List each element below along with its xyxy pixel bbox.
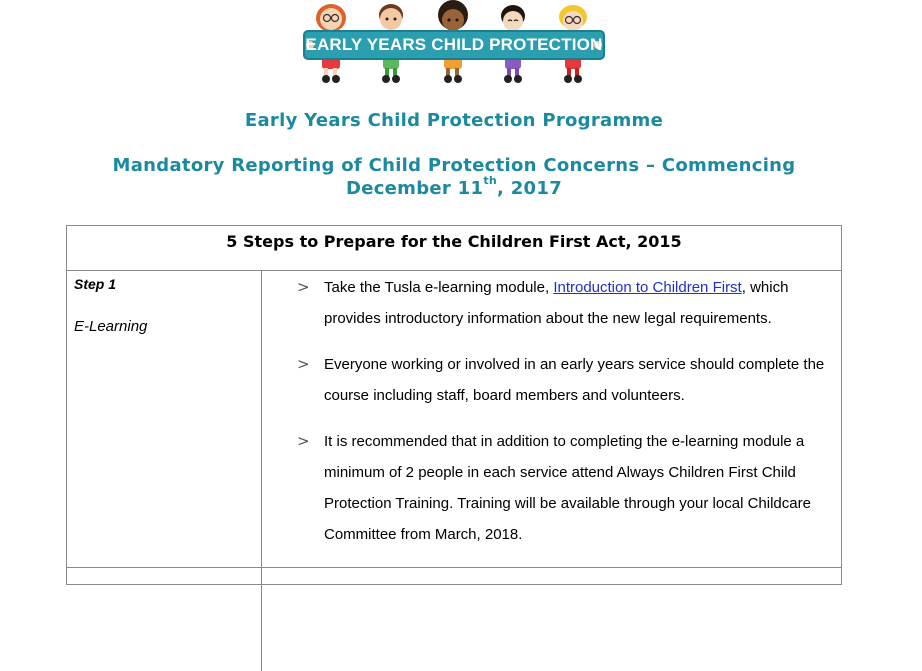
date-ordinal-suffix: th <box>483 174 498 187</box>
logo-banner-text: EARLY YEARS CHILD PROTECTION <box>305 35 603 54</box>
commencing-date-text: December 11 <box>345 178 484 199</box>
bullet-arrow-icon: > <box>297 278 310 296</box>
row-divider <box>67 567 841 568</box>
early-years-logo <box>302 0 606 86</box>
programme-heading: Early Years Child Protection Programme <box>244 110 664 131</box>
mandatory-reporting-heading-line-1: Mandatory Reporting of Child Protection Concerns – Commencing <box>112 155 796 176</box>
steps-table <box>66 225 842 585</box>
table-title: 5 Steps to Prepare for the Children First Act, 2015 <box>67 226 841 271</box>
mandatory-reporting-heading-line-2 <box>0 174 908 199</box>
bullet-arrow-icon: > <box>297 432 310 450</box>
bullet-item-3: It is recommended that in addition to completing the e-learning module a minimum of 2 people in each service attend Always Children First Child Protection Training. Training will be available through your local Childcare Committee from March, 2018. <box>324 433 811 543</box>
introduction-to-children-first-link[interactable]: Introduction to Children First <box>553 279 742 296</box>
step-name: E-Learning <box>74 318 148 335</box>
step-label: Step 1 <box>74 276 117 292</box>
bullet-arrow-icon: > <box>297 355 310 373</box>
bullet-1-text-start: Take the Tusla e-learning module, <box>324 279 554 296</box>
bullet-item-2: Everyone working or involved in an early years service should complete the course including staff, board members and volunteers. <box>324 356 825 404</box>
bullet-1-text-end: , which provides introductory information about the new legal requirements. <box>324 279 789 327</box>
bullet-item-1 <box>324 272 839 334</box>
column-divider <box>261 271 262 671</box>
commencing-year-text: , 2017 <box>497 178 563 199</box>
